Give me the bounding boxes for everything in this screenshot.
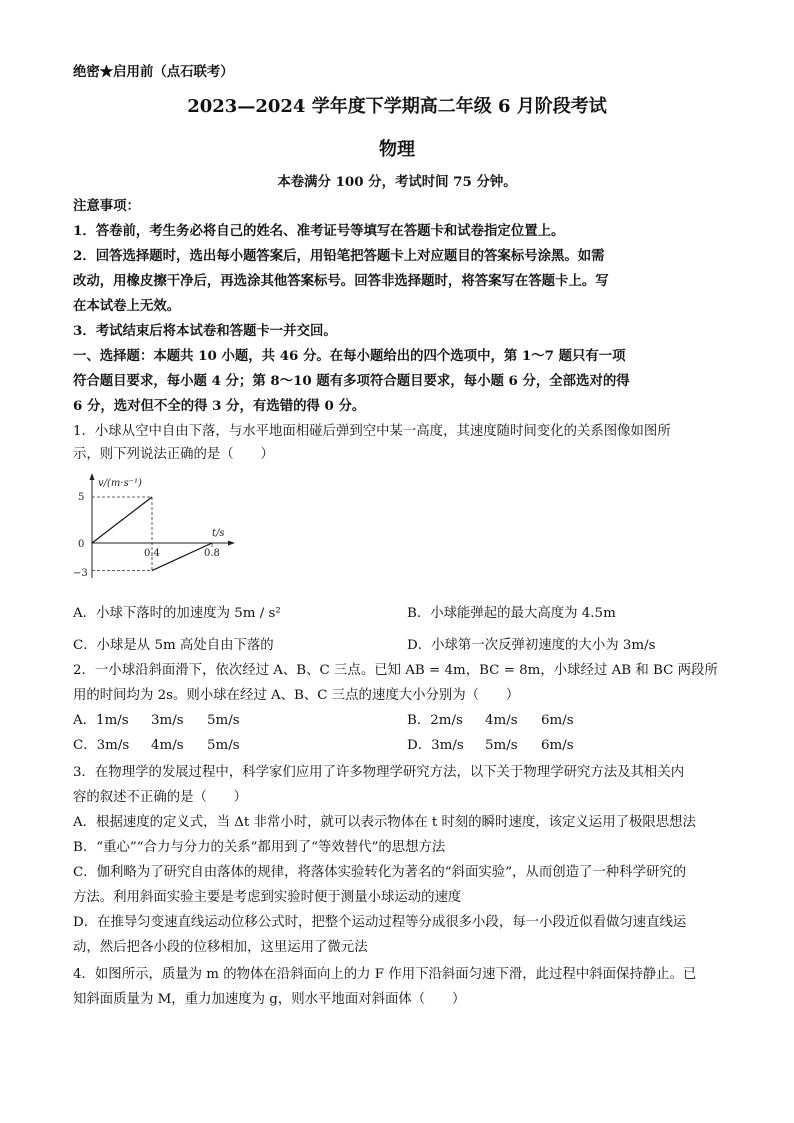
q1-option-b: B．小球能弹起的最大高度为 4.5m xyxy=(407,606,616,621)
y-axis-arrow xyxy=(90,473,95,480)
q3-option-d-line-1: D．在推导匀变速直线运动位移公式时，把整个运动过程等分成很多小段，每一小段近似看做匀速直线运 xyxy=(73,915,687,930)
q2-option-a xyxy=(73,711,240,731)
q2-stem-line-2: 用的时间均为 2s。则小球在经过 A、B、C 三点的速度大小分别为（ ） xyxy=(73,688,520,703)
y-tick-0: 0 xyxy=(78,539,85,550)
x-axis-arrow xyxy=(228,541,235,546)
q3-option-b: B．“重心”“合力与分力的关系”都用到了“等效替代”的思想方法 xyxy=(73,840,446,855)
exam-info: 本卷满分 100 分，考试时间 75 分钟。 xyxy=(277,174,517,190)
q2-option-d-3: 6m/s xyxy=(541,738,574,753)
q1-option-c: C．小球是从 5m 高处自由下落的 xyxy=(73,638,274,653)
q2-option-c-2: 4m/s xyxy=(151,738,184,753)
q3-option-c-line-2: 方法。利用斜面实验主要是考虑到实验时便于测量小球运动的速度 xyxy=(73,890,462,905)
q2-option-a-1: A．1m/s xyxy=(73,713,129,728)
x-axis-label: t/s xyxy=(212,528,225,539)
note-2-line-3: 在本试卷上无效。 xyxy=(73,298,181,314)
q1-option-a: A．小球下落时的加速度为 5m / s² xyxy=(73,606,281,621)
exam-title: 2023—2024 学年度下学期高二年级 6 月阶段考试 xyxy=(187,96,607,117)
q2-stem-line-1: 2．一小球沿斜面滑下，依次经过 A、B、C 三点。已知 AB = 4m，BC = 8m，小球经过 AB 和 BC 两段所 xyxy=(73,663,718,678)
notes-heading: 注意事项： xyxy=(73,198,140,214)
y-tick-5: 5 xyxy=(78,492,85,503)
q3-stem-line-1: 3．在物理学的发展过程中，科学家们应用了许多物理学研究方法，以下关于物理学研究方法及其相关内 xyxy=(73,765,685,780)
y-tick-minus-3: −3 xyxy=(73,568,88,579)
q1-option-d: D．小球第一次反弹初速度的大小为 3m/s xyxy=(407,638,656,653)
q3-option-a: A．根据速度的定义式，当 Δt 非常小时，就可以表示物体在 t 时刻的瞬时速度，该定义运用了极限思想法 xyxy=(73,815,696,830)
q2-option-d-2: 5m/s xyxy=(485,738,518,753)
section-1-line-2: 符合题目要求，每小题 4 分；第 8～10 题有多项符合题目要求，每小题 6 分，全部选对的得 xyxy=(73,373,630,389)
q2-option-b-2: 4m/s xyxy=(485,713,518,728)
q2-option-b-1: B．2m/s xyxy=(407,713,463,728)
q3-option-d-line-2: 动，然后把各小段的位移相加，这里运用了微元法 xyxy=(73,940,368,955)
note-2-line-1: 2．回答选择题时，选出每小题答案后，用铅笔把答题卡上对应题目的答案标号涂黑。如需 xyxy=(73,248,605,264)
q2-option-c-3: 5m/s xyxy=(207,738,240,753)
q1-stem-line-1: 1．小球从空中自由下落，与水平地面相碰后弹到空中某一高度，其速度随时间变化的关系图像如图所 xyxy=(73,424,671,439)
q2-option-d xyxy=(407,736,574,756)
q2-option-c-1: C．3m/s xyxy=(73,738,130,753)
note-3: 3．考试结束后将本试卷和答题卡一并交回。 xyxy=(73,323,337,339)
section-1-line-1: 一、选择题：本题共 10 小题，共 46 分。在每小题给出的四个选项中，第 1～7 题只有一项 xyxy=(73,348,626,364)
q2-option-d-1: D．3m/s xyxy=(407,738,464,753)
velocity-segment-2 xyxy=(152,543,212,571)
x-tick-0-4: 0.4 xyxy=(144,548,160,559)
q2-option-a-3: 5m/s xyxy=(207,713,240,728)
q1-stem-line-2: 示，则下列说法正确的是（ ） xyxy=(73,447,274,462)
q2-option-b xyxy=(407,711,574,731)
note-1: 1．答卷前，考生务必将自己的姓名、准考证号等填写在答题卡和试卷指定位置上。 xyxy=(73,223,565,239)
velocity-segment-1 xyxy=(92,497,152,543)
y-axis-label: v/(m·s⁻¹) xyxy=(98,478,142,489)
q2-option-b-3: 6m/s xyxy=(541,713,574,728)
q4-stem-line-2: 知斜面质量为 M，重力加速度为 g，则水平地面对斜面体（ ） xyxy=(73,992,466,1007)
velocity-time-graph xyxy=(70,470,240,585)
q3-stem-line-2: 容的叙述不正确的是（ ） xyxy=(73,790,248,805)
q2-option-a-2: 3m/s xyxy=(151,713,184,728)
x-tick-0-8: 0.8 xyxy=(204,548,220,559)
subject-title: 物理 xyxy=(379,139,415,160)
q2-option-c xyxy=(73,736,240,756)
section-1-line-3: 6 分，选对但不全的得 3 分，有选错的得 0 分。 xyxy=(73,398,366,414)
q4-stem-line-1: 4．如图所示，质量为 m 的物体在沿斜面向上的力 F 作用下沿斜面匀速下滑，此过程中斜面保持静止。已 xyxy=(73,967,697,982)
note-2-line-2: 改动，用橡皮擦干净后，再选涂其他答案标号。回答非选择题时，将答案写在答题卡上。写 xyxy=(73,273,609,289)
secret-label: 绝密★启用前（点石联考） xyxy=(73,64,234,80)
q3-option-c-line-1: C．伽利略为了研究自由落体的规律，将落体实验转化为著名的“斜面实验”，从而创造了一种科学研究的 xyxy=(73,865,687,880)
